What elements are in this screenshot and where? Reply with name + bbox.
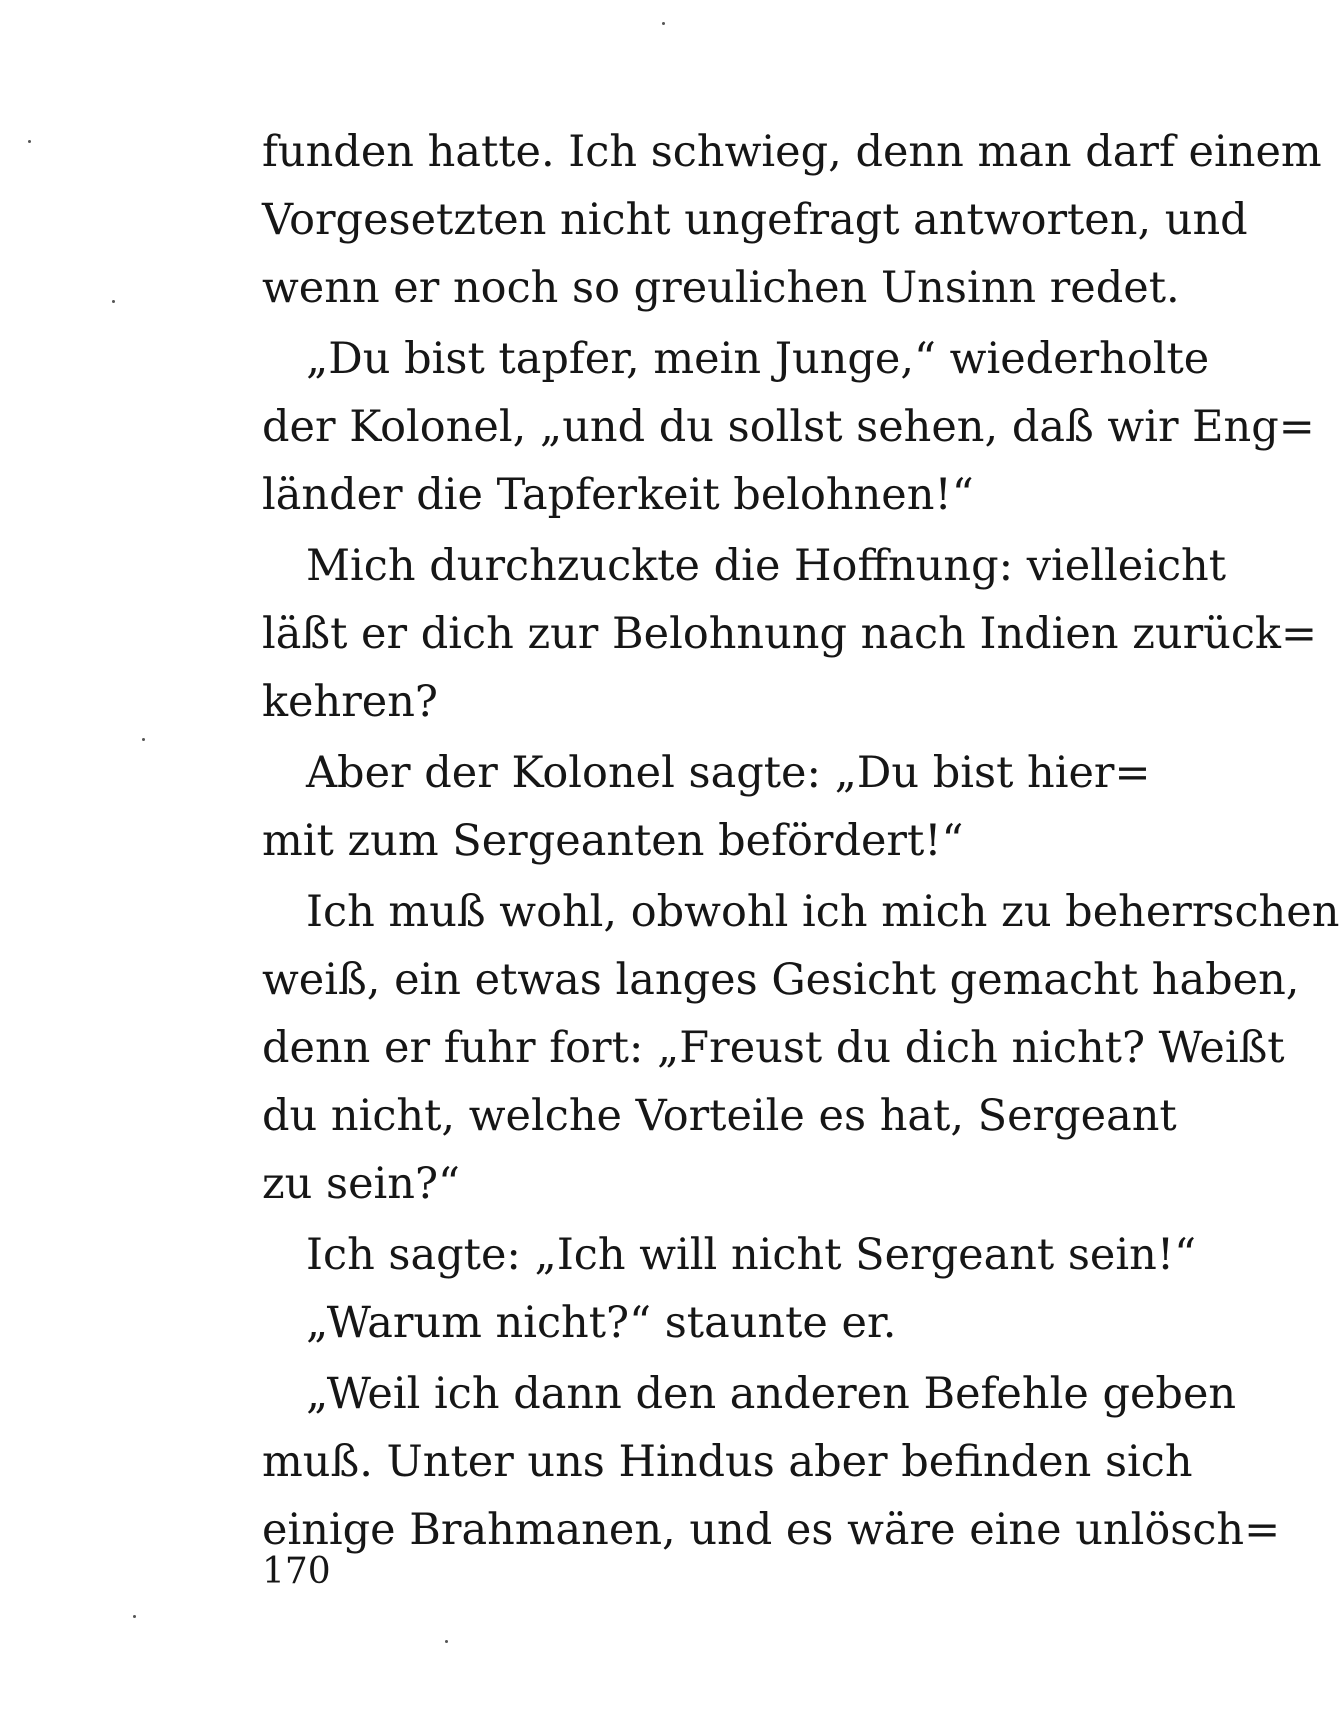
text-line: „Weil ich dann den anderen Befehle geben	[306, 1369, 1237, 1419]
text-line: läßt er dich zur Belohnung nach Indien zurück=	[262, 609, 1317, 659]
text-line: der Kolonel, „und du sollst sehen, daß wir Eng=	[262, 402, 1315, 452]
text-line: einige Brahmanen, und es wäre eine unlösch=	[262, 1505, 1281, 1555]
text-line: Ich muß wohl, obwohl ich mich zu beherrschen	[306, 887, 1339, 937]
text-line: Vorgesetzten nicht ungefragt antworten, und	[262, 195, 1248, 245]
text-line: Mich durchzuckte die Hoffnung: vielleicht	[306, 541, 1227, 591]
text-line: „Warum nicht?“ staunte er.	[306, 1298, 897, 1348]
text-line: muß. Unter uns Hindus aber befinden sich	[262, 1437, 1193, 1487]
print-speck	[445, 1640, 448, 1643]
text-line: du nicht, welche Vorteile es hat, Sergeant	[262, 1091, 1177, 1141]
text-line: Ich sagte: „Ich will nicht Sergeant sein!“	[306, 1230, 1197, 1280]
text-line: länder die Tapferkeit belohnen!“	[262, 470, 974, 520]
print-speck	[133, 1615, 136, 1618]
print-speck	[28, 140, 31, 143]
page-number: 170	[262, 1551, 331, 1592]
text-line: denn er fuhr fort: „Freust du dich nicht? Weißt	[262, 1023, 1285, 1073]
body-text	[262, 118, 1339, 1564]
text-line: Aber der Kolonel sagte: „Du bist hier=	[306, 748, 1151, 798]
text-line: mit zum Sergeanten befördert!“	[262, 816, 964, 866]
print-speck	[142, 738, 145, 741]
text-line: kehren?	[262, 677, 438, 727]
print-speck	[112, 300, 115, 303]
text-line: wenn er noch so greulichen Unsinn redet.	[262, 263, 1180, 313]
text-line: funden hatte. Ich schwieg, denn man darf einem	[262, 127, 1322, 177]
text-line: weiß, ein etwas langes Gesicht gemacht haben,	[262, 955, 1300, 1005]
print-speck	[662, 22, 665, 25]
text-line: „Du bist tapfer, mein Junge,“ wiederholte	[306, 334, 1210, 384]
text-line: zu sein?“	[262, 1159, 461, 1209]
